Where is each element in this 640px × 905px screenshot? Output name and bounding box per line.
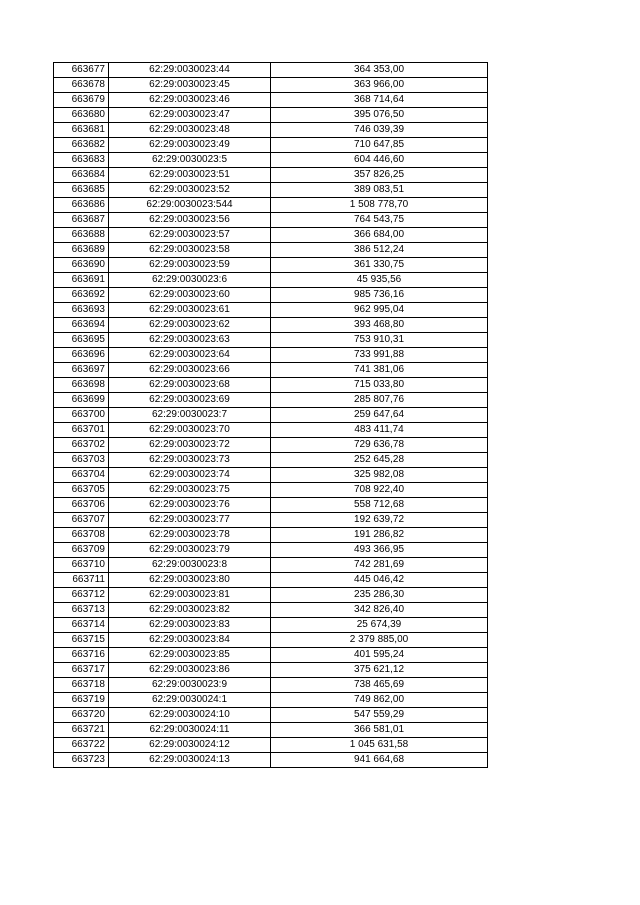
row-number-cell: 663698: [54, 378, 109, 393]
cadastral-number-cell: 62:29:0030023:81: [109, 588, 271, 603]
cadastral-number-cell: 62:29:0030023:66: [109, 363, 271, 378]
row-number-cell: 663681: [54, 123, 109, 138]
table-row: [54, 378, 488, 393]
table-row: [54, 558, 488, 573]
cadastral-number-cell: 62:29:0030023:72: [109, 438, 271, 453]
table-row: [54, 393, 488, 408]
table-row: [54, 153, 488, 168]
table-row: [54, 273, 488, 288]
row-number-cell: 663711: [54, 573, 109, 588]
cadastral-number-cell: 62:29:0030023:59: [109, 258, 271, 273]
cadastral-value-cell: 1 045 631,58: [271, 738, 488, 753]
table-row: [54, 573, 488, 588]
table-row: [54, 93, 488, 108]
cadastral-value-cell: 708 922,40: [271, 483, 488, 498]
cadastral-value-cell: 547 559,29: [271, 708, 488, 723]
table-row: [54, 288, 488, 303]
cadastral-value-cell: 342 826,40: [271, 603, 488, 618]
cadastral-value-cell: 395 076,50: [271, 108, 488, 123]
cadastral-value-table: [53, 62, 488, 768]
table-row: [54, 303, 488, 318]
table-row: [54, 78, 488, 93]
table-row: [54, 198, 488, 213]
table-row: [54, 63, 488, 78]
cadastral-number-cell: 62:29:0030023:60: [109, 288, 271, 303]
cadastral-number-cell: 62:29:0030023:75: [109, 483, 271, 498]
row-number-cell: 663716: [54, 648, 109, 663]
row-number-cell: 663692: [54, 288, 109, 303]
table-row: [54, 453, 488, 468]
row-number-cell: 663683: [54, 153, 109, 168]
cadastral-number-cell: 62:29:0030024:13: [109, 753, 271, 768]
table-row: [54, 708, 488, 723]
cadastral-number-cell: 62:29:0030023:5: [109, 153, 271, 168]
cadastral-number-cell: 62:29:0030023:79: [109, 543, 271, 558]
cadastral-value-cell: 259 647,64: [271, 408, 488, 423]
table-row: [54, 588, 488, 603]
table-row: [54, 213, 488, 228]
cadastral-number-cell: 62:29:0030023:86: [109, 663, 271, 678]
row-number-cell: 663706: [54, 498, 109, 513]
cadastral-number-cell: 62:29:0030024:12: [109, 738, 271, 753]
row-number-cell: 663701: [54, 423, 109, 438]
table-row: [54, 423, 488, 438]
cadastral-number-cell: 62:29:0030023:8: [109, 558, 271, 573]
cadastral-value-cell: 285 807,76: [271, 393, 488, 408]
cadastral-number-cell: 62:29:0030023:51: [109, 168, 271, 183]
row-number-cell: 663710: [54, 558, 109, 573]
cadastral-number-cell: 62:29:0030023:47: [109, 108, 271, 123]
row-number-cell: 663685: [54, 183, 109, 198]
row-number-cell: 663714: [54, 618, 109, 633]
table-row: [54, 678, 488, 693]
row-number-cell: 663686: [54, 198, 109, 213]
cadastral-value-cell: 375 621,12: [271, 663, 488, 678]
cadastral-number-cell: 62:29:0030023:85: [109, 648, 271, 663]
row-number-cell: 663717: [54, 663, 109, 678]
cadastral-number-cell: 62:29:0030023:49: [109, 138, 271, 153]
cadastral-number-cell: 62:29:0030023:9: [109, 678, 271, 693]
cadastral-value-cell: 445 046,42: [271, 573, 488, 588]
row-number-cell: 663680: [54, 108, 109, 123]
row-number-cell: 663721: [54, 723, 109, 738]
cadastral-value-cell: 493 366,95: [271, 543, 488, 558]
cadastral-number-cell: 62:29:0030023:48: [109, 123, 271, 138]
table-row: [54, 408, 488, 423]
cadastral-number-cell: 62:29:0030023:70: [109, 423, 271, 438]
cadastral-number-cell: 62:29:0030023:74: [109, 468, 271, 483]
table-body: [54, 63, 488, 768]
cadastral-number-cell: 62:29:0030023:44: [109, 63, 271, 78]
cadastral-value-cell: 191 286,82: [271, 528, 488, 543]
cadastral-value-cell: 192 639,72: [271, 513, 488, 528]
row-number-cell: 663695: [54, 333, 109, 348]
cadastral-number-cell: 62:29:0030024:1: [109, 693, 271, 708]
cadastral-value-cell: 366 684,00: [271, 228, 488, 243]
cadastral-number-cell: 62:29:0030023:78: [109, 528, 271, 543]
row-number-cell: 663677: [54, 63, 109, 78]
cadastral-number-cell: 62:29:0030023:84: [109, 633, 271, 648]
table-row: [54, 363, 488, 378]
table-row: [54, 468, 488, 483]
table-row: [54, 138, 488, 153]
cadastral-value-cell: 764 543,75: [271, 213, 488, 228]
cadastral-value-cell: 604 446,60: [271, 153, 488, 168]
cadastral-number-cell: 62:29:0030023:62: [109, 318, 271, 333]
cadastral-number-cell: 62:29:0030023:73: [109, 453, 271, 468]
cadastral-value-cell: 941 664,68: [271, 753, 488, 768]
table-row: [54, 438, 488, 453]
table-row: [54, 618, 488, 633]
row-number-cell: 663719: [54, 693, 109, 708]
cadastral-value-cell: 357 826,25: [271, 168, 488, 183]
row-number-cell: 663689: [54, 243, 109, 258]
cadastral-value-cell: 738 465,69: [271, 678, 488, 693]
cadastral-value-cell: 733 991,88: [271, 348, 488, 363]
row-number-cell: 663709: [54, 543, 109, 558]
table-row: [54, 648, 488, 663]
row-number-cell: 663704: [54, 468, 109, 483]
cadastral-number-cell: 62:29:0030023:58: [109, 243, 271, 258]
cadastral-number-cell: 62:29:0030023:68: [109, 378, 271, 393]
cadastral-value-cell: 363 966,00: [271, 78, 488, 93]
row-number-cell: 663690: [54, 258, 109, 273]
table-row: [54, 168, 488, 183]
row-number-cell: 663720: [54, 708, 109, 723]
table-row: [54, 633, 488, 648]
table-row: [54, 228, 488, 243]
table-row: [54, 183, 488, 198]
cadastral-value-cell: 401 595,24: [271, 648, 488, 663]
table-row: [54, 663, 488, 678]
row-number-cell: 663718: [54, 678, 109, 693]
cadastral-value-cell: 325 982,08: [271, 468, 488, 483]
row-number-cell: 663682: [54, 138, 109, 153]
row-number-cell: 663678: [54, 78, 109, 93]
row-number-cell: 663684: [54, 168, 109, 183]
row-number-cell: 663696: [54, 348, 109, 363]
cadastral-value-cell: 715 033,80: [271, 378, 488, 393]
row-number-cell: 663707: [54, 513, 109, 528]
cadastral-value-cell: 386 512,24: [271, 243, 488, 258]
table-row: [54, 333, 488, 348]
cadastral-value-cell: 393 468,80: [271, 318, 488, 333]
cadastral-number-cell: 62:29:0030023:76: [109, 498, 271, 513]
cadastral-value-cell: 741 381,06: [271, 363, 488, 378]
cadastral-value-cell: 1 508 778,70: [271, 198, 488, 213]
table-row: [54, 753, 488, 768]
cadastral-value-cell: 2 379 885,00: [271, 633, 488, 648]
cadastral-number-cell: 62:29:0030023:46: [109, 93, 271, 108]
cadastral-value-cell: 364 353,00: [271, 63, 488, 78]
table-row: [54, 243, 488, 258]
row-number-cell: 663700: [54, 408, 109, 423]
cadastral-value-cell: 753 910,31: [271, 333, 488, 348]
cadastral-value-cell: 749 862,00: [271, 693, 488, 708]
cadastral-number-cell: 62:29:0030023:544: [109, 198, 271, 213]
cadastral-value-cell: 361 330,75: [271, 258, 488, 273]
cadastral-number-cell: 62:29:0030023:77: [109, 513, 271, 528]
table-row: [54, 108, 488, 123]
row-number-cell: 663687: [54, 213, 109, 228]
row-number-cell: 663712: [54, 588, 109, 603]
row-number-cell: 663694: [54, 318, 109, 333]
cadastral-value-cell: 368 714,64: [271, 93, 488, 108]
row-number-cell: 663713: [54, 603, 109, 618]
row-number-cell: 663703: [54, 453, 109, 468]
cadastral-value-cell: 962 995,04: [271, 303, 488, 318]
table-row: [54, 603, 488, 618]
cadastral-number-cell: 62:29:0030023:61: [109, 303, 271, 318]
table-row: [54, 693, 488, 708]
cadastral-number-cell: 62:29:0030023:7: [109, 408, 271, 423]
table-row: [54, 348, 488, 363]
cadastral-number-cell: 62:29:0030023:80: [109, 573, 271, 588]
cadastral-number-cell: 62:29:0030023:64: [109, 348, 271, 363]
cadastral-value-cell: 710 647,85: [271, 138, 488, 153]
cadastral-number-cell: 62:29:0030023:57: [109, 228, 271, 243]
row-number-cell: 663679: [54, 93, 109, 108]
cadastral-number-cell: 62:29:0030024:10: [109, 708, 271, 723]
table-row: [54, 528, 488, 543]
table-row: [54, 123, 488, 138]
row-number-cell: 663722: [54, 738, 109, 753]
cadastral-value-cell: 742 281,69: [271, 558, 488, 573]
row-number-cell: 663723: [54, 753, 109, 768]
cadastral-value-cell: 389 083,51: [271, 183, 488, 198]
table-row: [54, 483, 488, 498]
table-row: [54, 543, 488, 558]
cadastral-value-cell: 366 581,01: [271, 723, 488, 738]
table-row: [54, 498, 488, 513]
cadastral-value-cell: 558 712,68: [271, 498, 488, 513]
row-number-cell: 663691: [54, 273, 109, 288]
cadastral-number-cell: 62:29:0030023:6: [109, 273, 271, 288]
table-row: [54, 723, 488, 738]
cadastral-value-cell: 729 636,78: [271, 438, 488, 453]
cadastral-number-cell: 62:29:0030023:82: [109, 603, 271, 618]
cadastral-number-cell: 62:29:0030023:52: [109, 183, 271, 198]
cadastral-number-cell: 62:29:0030023:63: [109, 333, 271, 348]
row-number-cell: 663702: [54, 438, 109, 453]
cadastral-value-cell: 252 645,28: [271, 453, 488, 468]
row-number-cell: 663708: [54, 528, 109, 543]
cadastral-value-cell: 985 736,16: [271, 288, 488, 303]
cadastral-number-cell: 62:29:0030023:69: [109, 393, 271, 408]
table-row: [54, 258, 488, 273]
table-row: [54, 513, 488, 528]
cadastral-value-cell: 25 674,39: [271, 618, 488, 633]
row-number-cell: 663705: [54, 483, 109, 498]
cadastral-number-cell: 62:29:0030023:56: [109, 213, 271, 228]
table-row: [54, 738, 488, 753]
row-number-cell: 663688: [54, 228, 109, 243]
row-number-cell: 663699: [54, 393, 109, 408]
cadastral-value-cell: 235 286,30: [271, 588, 488, 603]
row-number-cell: 663693: [54, 303, 109, 318]
cadastral-value-cell: 45 935,56: [271, 273, 488, 288]
cadastral-value-cell: 746 039,39: [271, 123, 488, 138]
row-number-cell: 663697: [54, 363, 109, 378]
cadastral-number-cell: 62:29:0030023:83: [109, 618, 271, 633]
table-row: [54, 318, 488, 333]
cadastral-value-cell: 483 411,74: [271, 423, 488, 438]
cadastral-number-cell: 62:29:0030023:45: [109, 78, 271, 93]
cadastral-number-cell: 62:29:0030024:11: [109, 723, 271, 738]
row-number-cell: 663715: [54, 633, 109, 648]
